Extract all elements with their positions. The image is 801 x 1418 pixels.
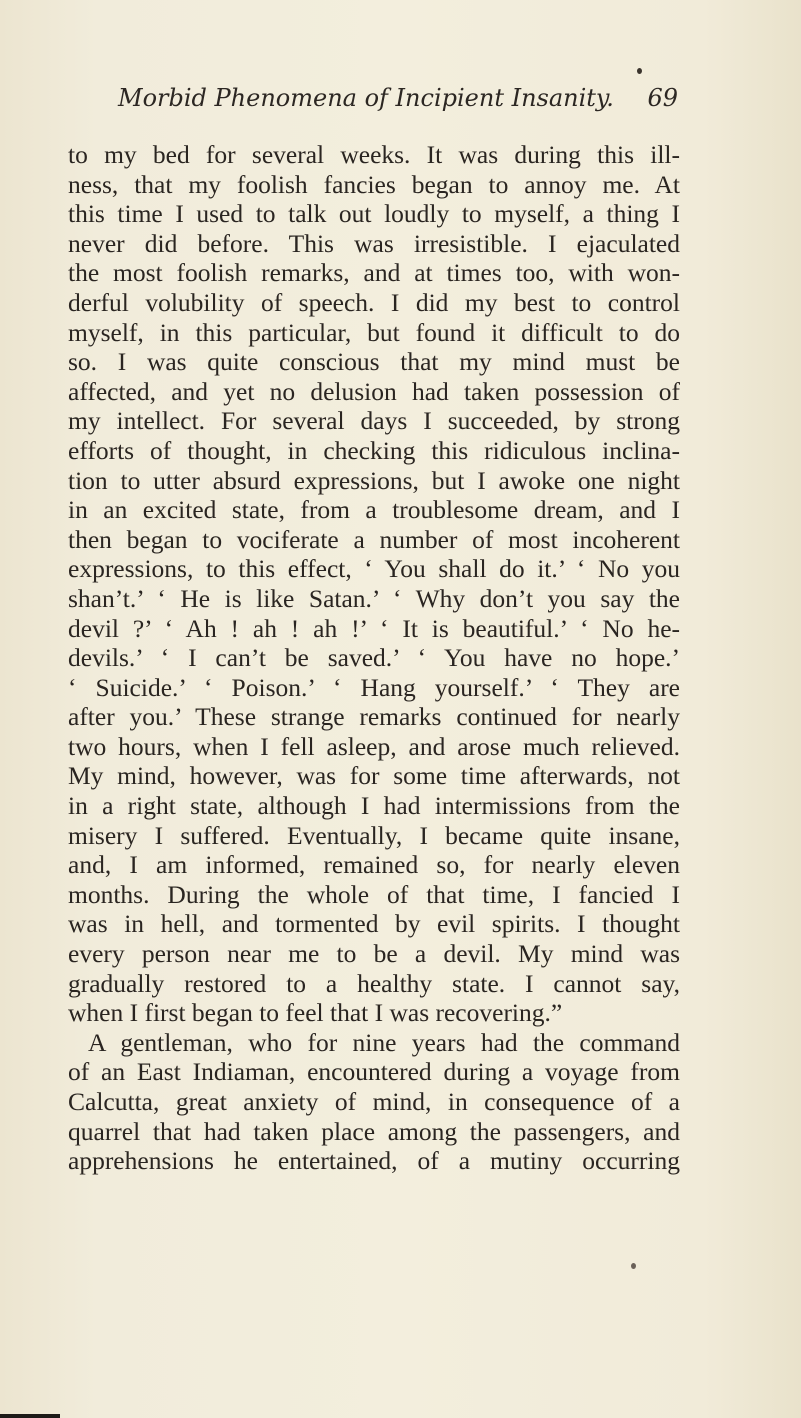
text-line: shan’t.’ ‘ He is like Satan.’ ‘ Why don’t you say the bbox=[68, 583, 680, 613]
text-line: apprehensions he entertained, of a mutiny occurring bbox=[68, 1146, 680, 1176]
text-line: derful volubility of speech. I did my best to control bbox=[68, 287, 680, 317]
text-line: and, I am informed, remained so, for nearly eleven bbox=[68, 850, 680, 880]
text-line: to my bed for several weeks. It was during this ill- bbox=[68, 140, 680, 169]
text-line: months. During the whole of that time, I fancied I bbox=[68, 879, 680, 909]
running-title: Morbid Phenomena of Incipient Insanity. bbox=[118, 84, 614, 112]
text-line: My mind, however, was for some time afterwards, not bbox=[68, 761, 680, 791]
text-line: ness, that my foolish fancies began to annoy me. At bbox=[68, 169, 680, 199]
text-line: efforts of thought, in checking this ridiculous inclina- bbox=[68, 435, 680, 465]
text-line: myself, in this particular, but found it difficult to do bbox=[68, 317, 680, 347]
text-line: so. I was quite conscious that my mind must be bbox=[68, 347, 680, 377]
text-line: then began to vociferate a number of most incoherent bbox=[68, 524, 680, 554]
text-line: misery I suffered. Eventually, I became quite insane, bbox=[68, 820, 680, 850]
paragraph-1 bbox=[68, 140, 680, 1028]
text-line: quarrel that had taken place among the passengers, and bbox=[68, 1116, 680, 1146]
page-edge-mark bbox=[0, 1414, 60, 1418]
text-line: this time I used to talk out loudly to myself, a thing I bbox=[68, 199, 680, 229]
body-text bbox=[68, 140, 680, 1176]
text-line: A gentleman, who for nine years had the command bbox=[88, 1027, 680, 1057]
page-header bbox=[118, 84, 678, 118]
text-line: affected, and yet no delusion had taken possession of bbox=[68, 376, 680, 406]
text-line: in an excited state, from a troublesome dream, and I bbox=[68, 495, 680, 525]
text-line: expressions, to this effect, ‘ You shall do it.’ ‘ No you bbox=[68, 554, 680, 584]
text-line: devils.’ ‘ I can’t be saved.’ ‘ You have no hope.’ bbox=[68, 643, 680, 673]
text-line: the most foolish remarks, and at times too, with won- bbox=[68, 258, 680, 288]
text-line: ‘ Suicide.’ ‘ Poison.’ ‘ Hang yourself.’ ‘ They are bbox=[68, 672, 680, 702]
text-line: in a right state, although I had intermissions from the bbox=[68, 791, 680, 821]
text-line: Calcutta, great anxiety of mind, in consequence of a bbox=[68, 1087, 680, 1116]
text-line: never did before. This was irresistible. I ejaculated bbox=[68, 228, 680, 258]
text-line: devil ?’ ‘ Ah ! ah ! ah !’ ‘ It is beautiful.’ ‘ No he- bbox=[68, 613, 680, 643]
print-speck bbox=[631, 1263, 636, 1269]
text-line: two hours, when I fell asleep, and arose much relieved. bbox=[68, 731, 680, 761]
text-line: of an East Indiaman, encountered during a voyage from bbox=[68, 1057, 680, 1087]
text-line: every person near me to be a devil. My mind was bbox=[68, 939, 680, 969]
text-line: after you.’ These strange remarks continued for nearly bbox=[68, 702, 680, 732]
paragraph-2 bbox=[68, 1028, 680, 1176]
text-line: was in hell, and tormented by evil spirits. I thought bbox=[68, 909, 680, 939]
text-line: my intellect. For several days I succeeded, by strong bbox=[68, 406, 680, 436]
text-line: gradually restored to a healthy state. I cannot say, bbox=[68, 968, 680, 998]
text-line: tion to utter absurd expressions, but I awoke one night bbox=[68, 465, 680, 495]
text-line: when I first began to feel that I was recovering.” bbox=[68, 998, 563, 1028]
print-speck bbox=[637, 68, 642, 74]
page-number: 69 bbox=[647, 84, 678, 112]
